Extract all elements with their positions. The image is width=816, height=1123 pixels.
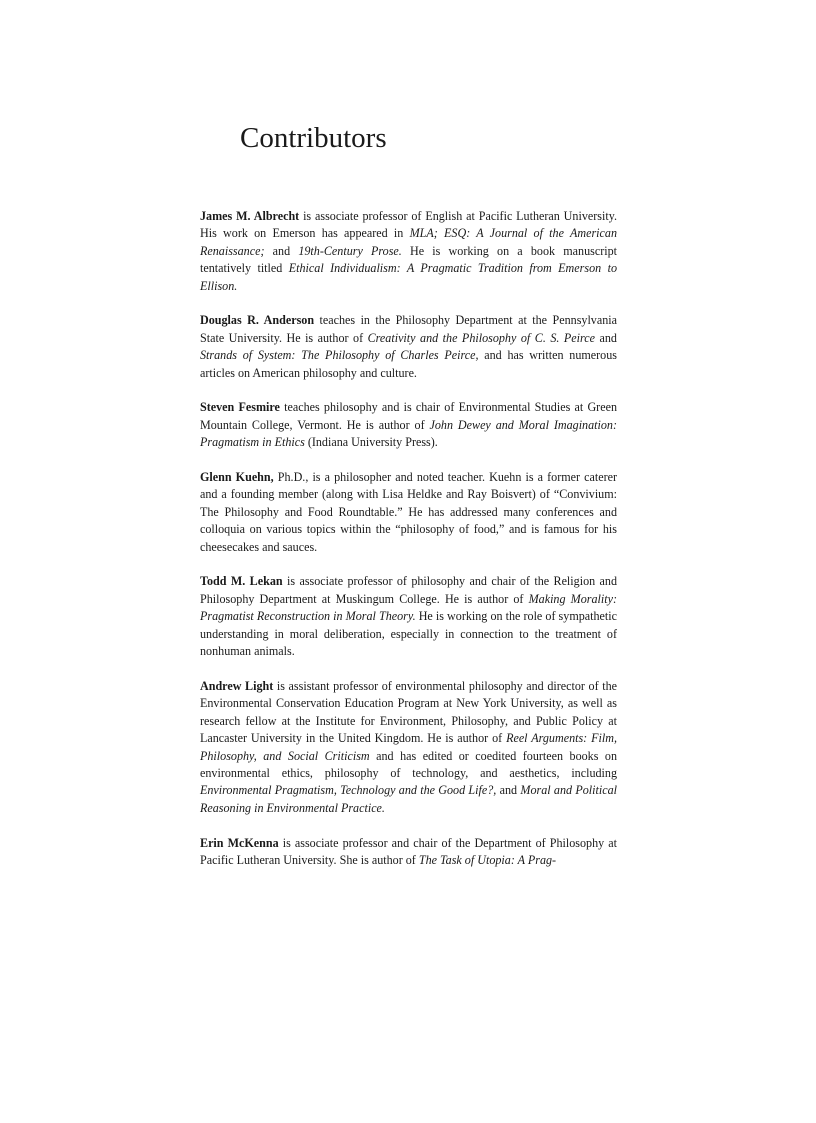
work-title: Strands of System: The Philosophy of Charles Peirce, [200, 348, 479, 363]
work-title: Moral and Political Reasoning in Environmental Practice. [200, 783, 617, 815]
bio-text: and [264, 243, 299, 258]
bio-text: and [595, 330, 617, 345]
contributor-entry [200, 573, 617, 660]
work-title: Creativity and the Philosophy of C. S. Peirce [367, 330, 596, 345]
bio-text: Ph.D., is a philosopher and noted teacher. Kuehn is a former caterer and a founding member (along with Lisa Heldke and Ray Boisvert) of “Convivium: The Philosophy and Food Roundtable.” He has addressed many conferences and colloquia on various topics within the “philosophy of food,” and is famous for his cheesecakes and sauces. [200, 470, 618, 554]
bio-text: teaches in the Philosophy Department at the Pennsylvania State University. He is author of [200, 313, 617, 345]
bio-text: is associate professor of English at Pacific Lutheran University. His work on Emerson has appeared in [200, 209, 617, 241]
work-title: The Task of Utopia: A Prag- [418, 852, 557, 867]
bio-text: and [496, 783, 521, 798]
contributor-entry [200, 469, 617, 556]
bio-text: teaches philosophy and is chair of Environmental Studies at Green Mountain College, Vermont. He is author of [200, 400, 617, 432]
contributor-entry [200, 399, 617, 451]
contributor-name: Andrew Light [200, 678, 274, 693]
contributor-entry [200, 678, 617, 817]
contributor-name: James M. Albrecht [200, 209, 300, 223]
bio-text: He is working on the role of sympathetic understanding in moral deliberation, especially in connection to the treatment of nonhuman animals. [200, 609, 617, 659]
contributor-name: Glenn Kuehn, [200, 470, 274, 485]
bio-text: is assistant professor of environmental philosophy and director of the Environmental Conservation Education Program at New York University, as well as research fellow at the Institute for Environment, Philosophy, and Public Policy at Lancaster University in the United Kingdom. He is author of [200, 678, 618, 746]
contributor-entry [200, 208, 617, 295]
work-title: Reel Arguments: Film, Philosophy, and Social Criticism [200, 731, 617, 763]
bio-text: (Indiana University Press). [304, 435, 438, 450]
contributors-list [200, 208, 617, 887]
bio-text: is associate professor and chair of the Department of Philosophy at Pacific Lutheran University. She is author of [200, 835, 617, 867]
work-title: Making Morality: Pragmatist Reconstruction in Moral Theory. [200, 591, 617, 624]
bio-text: He is working on a book manuscript tentatively titled [200, 243, 617, 276]
bio-text: is associate professor of philosophy and chair of the Religion and Philosophy Department at Muskingum College. He is author of [200, 574, 618, 606]
contributor-name: Todd M. Lekan [200, 574, 283, 589]
work-title: 19th-Century Prose. [298, 243, 402, 258]
contributor-name: Douglas R. Anderson [200, 313, 315, 328]
contributor-name: Steven Fesmire [200, 400, 280, 415]
work-title: Environmental Pragmatism, Technology and the Good Life?, [200, 783, 497, 798]
contributor-entry [200, 312, 617, 382]
bio-text: and has written numerous articles on American philosophy and culture. [200, 348, 617, 380]
work-title: Ethical Individualism: A Pragmatic Tradition from Emerson to Ellison. [200, 261, 617, 293]
work-title: John Dewey and Moral Imagination: Pragmatism in Ethics [200, 417, 617, 450]
contributor-name: Erin McKenna [200, 835, 279, 850]
work-title: MLA; ESQ: A Journal of the American Renaissance; [200, 226, 617, 258]
contributor-entry [200, 835, 617, 870]
bio-text: and has edited or coedited fourteen books on environmental ethics, philosophy of technology, and aesthetics, including [200, 748, 618, 780]
page-title: Contributors [240, 122, 387, 154]
